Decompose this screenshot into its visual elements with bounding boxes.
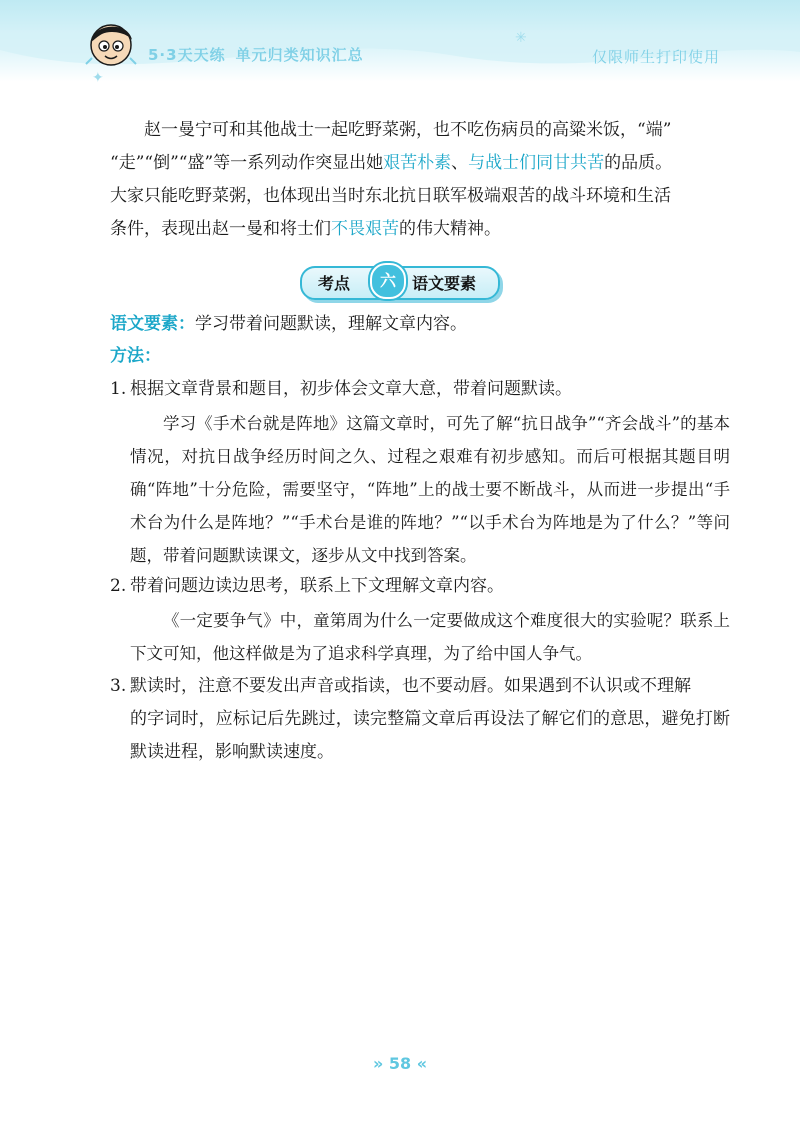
intro-line-4 [110,213,730,246]
section-title: 语文要素 [412,274,477,293]
chevron-right-icon: » [372,1054,384,1073]
item-2-example: 《一定要争气》中，童第周为什么一定要做成这个难度很大的实验呢？联系上下文可知，他这样做是为了追求科学真理，为了给中国人争气。 [130,611,730,663]
element-label: 语文要素： [110,314,195,334]
brand-name: 5·3天天练 [148,46,226,64]
intro-text: 条件，表现出赵一曼和将士们 [110,219,331,239]
intro-line-1 [110,114,730,147]
mascot-boy-logo [80,12,142,74]
item-text: 默读时，注意不要发出声音或指读，也不要动唇。如果遇到不认识或不理解 [130,676,691,696]
highlight-text: 不畏艰苦 [331,219,399,239]
intro-text: 赵一曼宁可和其他战士一起吃野菜粥，也不吃伤病员的高粱米饭，“端” [144,120,672,140]
item-1-example: 学习《手术台就是阵地》这篇文章时，可先了解“抗日战争”“齐会战斗”的基本情况，对抗日战争经历时间之久、过程之艰难有初步感知。而后可根据其题目明确“阵地”十分危险，需要坚守，“阵地”上的战士要不断战斗，从而进一步提出“手术台为什么是阵地？”“手术台是谁的阵地？”“以手术台为阵地是为了什么？”等问题，带着问题默读课文，逐步从文中找到答案。 [130,414,730,565]
sparkle-icon: ✦ [92,70,104,86]
intro-line-3: 大家只能吃野菜粥，也体现出当时东北抗日联军极端艰苦的战斗环境和生活 [110,186,671,206]
header-brand [148,44,364,65]
item-text: 带着问题边读边思考，联系上下文理解文章内容。 [130,576,504,596]
method-item-3 [110,670,730,703]
method-line [110,341,730,371]
intro-text: 的伟大精神。 [399,219,501,239]
item-number: 1. [110,379,127,399]
page-number [360,1054,440,1073]
section-number-circle: 六 [370,263,406,299]
method-item-2 [110,570,730,603]
element-text: 学习带着问题默读，理解文章内容。 [195,314,467,334]
sparkle-icon: ✳ [515,30,527,46]
intro-line-2 [110,147,730,180]
intro-text: 的品质。 [604,153,673,173]
chevron-left-icon: « [416,1054,428,1073]
intro-text: 、 [451,153,469,173]
section-prefix: 考点 [318,274,351,293]
method-item-1 [110,373,730,406]
item-text: 根据文章背景和题目，初步体会文章大意，带着问题默读。 [130,379,572,399]
page-number-value: 58 [388,1054,412,1073]
item-number: 2. [110,576,127,596]
item-number: 3. [110,676,127,696]
item-3-continued: 的字词时，应标记后先跳过，读完整篇文章后再设法了解它们的意思，避免打断默读进程，影响默读速度。 [130,709,730,762]
method-label: 方法： [110,346,161,366]
highlight-text: 艰苦朴素 [383,153,452,173]
section-heading-badge [300,262,500,298]
header-usage-note: 仅限师生打印使用 [591,48,720,66]
element-line [110,309,730,339]
highlight-text: 与战士们同甘共苦 [468,153,605,173]
brand-subtitle: 单元归类知识汇总 [235,46,364,64]
intro-text: “走”“倒”“盛”等一系列动作突显出她 [110,153,384,173]
